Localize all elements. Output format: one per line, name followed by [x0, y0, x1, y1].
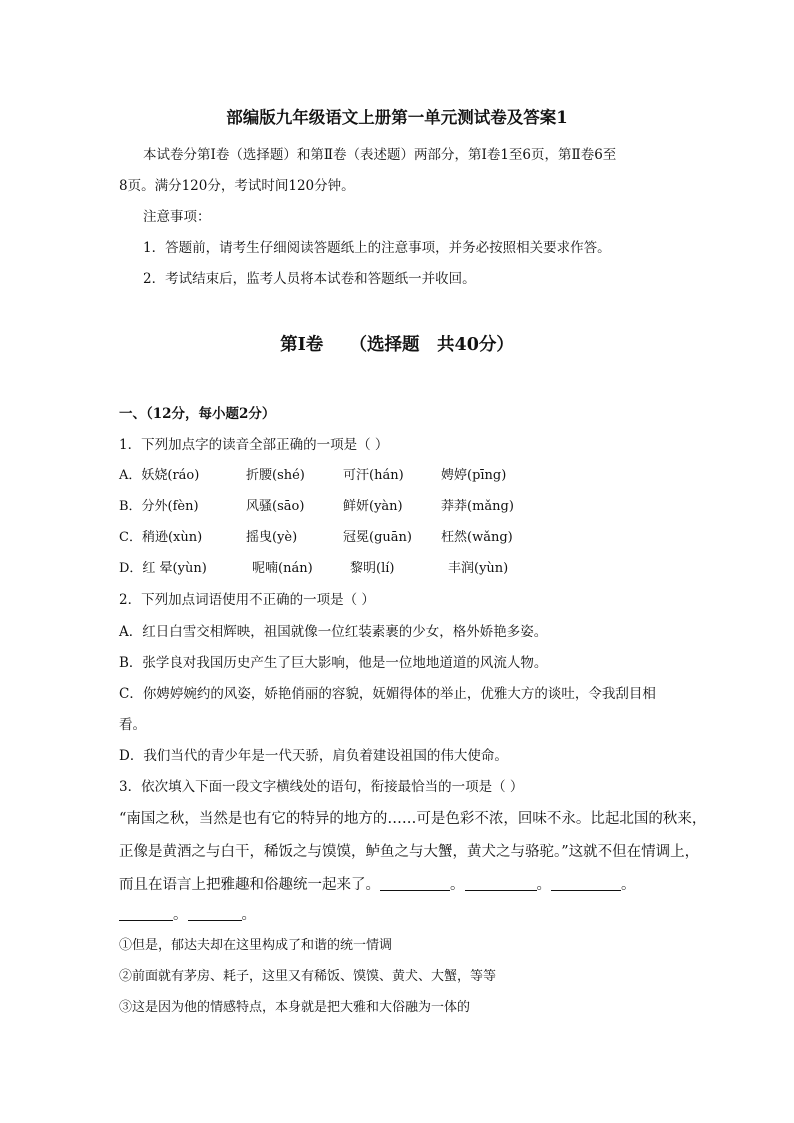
blank-separator: 。 [536, 877, 551, 893]
option-item: 莽莽(mǎng) [441, 499, 514, 514]
question-1-stem: 1．下列加点字的读音全部正确的一项是（ ） [119, 437, 389, 453]
intro-line-1: 本试卷分第Ⅰ卷（选择题）和第Ⅱ卷（表述题）两部分，第Ⅰ卷1至6页，第Ⅱ卷6至 [143, 147, 617, 163]
question-3-item-3: ③这是因为他的情感特点，本身就是把大雅和大俗融为一体的 [119, 1000, 471, 1015]
option-item: 丰润(yùn) [448, 561, 509, 576]
question-2-option-b: B．张学良对我国历史产生了巨大影响，他是一位地地道道的风流人物。 [119, 655, 548, 671]
option-item: 折腰(shé) [246, 468, 305, 483]
notice-heading: 注意事项： [143, 209, 211, 225]
question-3-item-2: ②前面就有茅房、耗子，这里又有稀饭、馍馍、黄犬、大蟹，等等 [119, 969, 497, 984]
question-2-stem: 2．下列加点词语使用不正确的一项是（ ） [119, 592, 375, 608]
option-item: C．稍逊(xùn) [119, 530, 203, 545]
option-item: D．红 晕(yùn) [119, 561, 207, 576]
answer-blank-1[interactable] [380, 876, 450, 891]
question-3-passage-line-2: 正像是黄酒之与白干，稀饭之与馍馍，鲈鱼之与大蟹，黄犬之与骆驼。”这就不但在情调上， [119, 844, 700, 860]
option-item: 可汗(hán) [343, 468, 404, 483]
blank-separator: 。 [450, 877, 465, 893]
blank-separator: 。 [241, 907, 256, 923]
notice-item-1: 1．答题前，请考生仔细阅读答题纸上的注意事项，并务必按照相关要求作答。 [143, 240, 611, 256]
option-item: A．妖娆(ráo) [119, 468, 200, 483]
question-3-passage-line-3 [119, 876, 679, 894]
answer-blank-3[interactable] [551, 876, 621, 891]
option-item: 摇曳(yè) [246, 530, 298, 545]
question-3-blank-line [119, 906, 679, 924]
answer-blank-5[interactable] [188, 906, 242, 921]
document-title: 部编版九年级语文上册第一单元测试卷及答案1 [226, 108, 568, 127]
option-item: 呢喃(nán) [252, 561, 313, 576]
answer-blank-2[interactable] [465, 876, 537, 891]
blank-separator: 。 [173, 907, 188, 923]
question-2-option-d: D．我们当代的青少年是一代天骄，肩负着建设祖国的伟大使命。 [119, 748, 508, 764]
option-item: 鲜妍(yàn) [343, 499, 403, 514]
question-3-passage-line-1: “南国之秋，当然是也有它的特异的地方的……可是色彩不浓，回味不永。比起北国的秋来， [119, 811, 707, 827]
notice-item-2: 2．考试结束后，监考人员将本试卷和答题纸一并收回。 [143, 271, 476, 287]
question-3-item-1: ①但是，郁达夫却在这里构成了和谐的统一情调 [119, 938, 393, 953]
question-3-stem: 3．依次填入下面一段文字横线处的语句，衔接最恰当的一项是（ ） [119, 779, 524, 795]
option-item: 黎明(lí) [350, 561, 395, 576]
answer-blank-4[interactable] [119, 906, 173, 921]
section-title: 第Ⅰ卷 （选择题 共40分） [280, 335, 514, 355]
option-item: 冠冕(guān) [343, 530, 412, 545]
question-2-option-c-continued: 看。 [119, 717, 146, 733]
part-1-heading: 一、（12分，每小题2分） [119, 406, 276, 422]
option-item: 娉婷(pīng) [441, 468, 507, 483]
passage-text: 而且在语言上把雅趣和俗趣统一起来了。 [119, 877, 380, 893]
option-item: B．分外(fèn) [119, 499, 199, 514]
question-2-option-c: C．你娉婷婉约的风姿，娇艳俏丽的容貌，妩媚得体的举止，优雅大方的谈吐，令我刮目相 [119, 686, 656, 702]
option-item: 风骚(sāo) [246, 499, 305, 514]
intro-line-2: 8页。满分120分，考试时间120分钟。 [119, 178, 355, 194]
question-2-option-a: A．红日白雪交相辉映，祖国就像一位红装素裹的少女，格外娇艳多姿。 [119, 624, 548, 640]
blank-separator: 。 [621, 877, 636, 893]
option-item: 枉然(wǎng) [441, 530, 513, 545]
